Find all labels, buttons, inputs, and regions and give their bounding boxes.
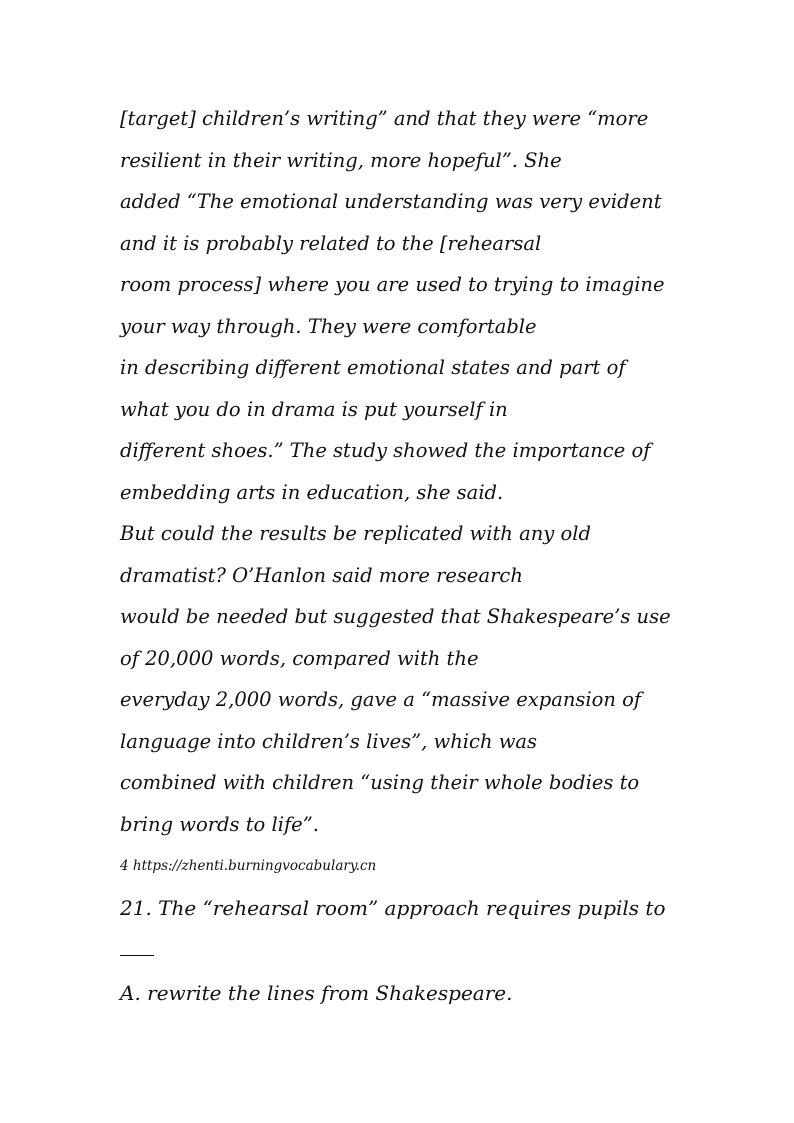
question-stem: 21. The “rehearsal room” approach requires pupils to: [120, 896, 666, 920]
passage-line: combined with children “using their whole bodies to: [120, 771, 640, 794]
passage-line: everyday 2,000 words, gave a “massive expansion of: [120, 688, 642, 711]
answer-blank: [120, 955, 154, 956]
passage-line: room process] where you are used to trying to imagine: [120, 273, 665, 296]
passage-line: different shoes.” The study showed the importance of: [120, 439, 651, 462]
passage-line: dramatist? O’Hanlon said more research: [120, 563, 523, 587]
option-a: A. rewrite the lines from Shakespeare.: [120, 981, 513, 1005]
passage-line: added “The emotional understanding was very evident: [120, 190, 662, 213]
passage-line: bring words to life”.: [120, 812, 319, 836]
passage-line: in describing different emotional states and part of: [120, 356, 626, 379]
passage-line: language into children’s lives”, which was: [120, 729, 538, 753]
passage-line: resilient in their writing, more hopeful”. She: [120, 148, 562, 172]
passage-line: [target] children’s writing” and that they were “more: [120, 107, 649, 130]
source-url: 4 https://zhenti.burningvocabulary.cn: [120, 858, 377, 874]
passage-line: of 20,000 words, compared with the: [120, 646, 479, 670]
passage-line: But could the results be replicated with any old: [120, 522, 591, 545]
passage-line: what you do in drama is put yourself in: [120, 397, 508, 421]
passage-line: your way through. They were comfortable: [120, 314, 537, 338]
passage-text: [120, 98, 700, 845]
passage-line: embedding arts in education, she said.: [120, 480, 504, 504]
passage-line: and it is probably related to the [rehearsal: [120, 231, 542, 255]
passage-line: would be needed but suggested that Shakespeare’s use: [120, 605, 671, 628]
